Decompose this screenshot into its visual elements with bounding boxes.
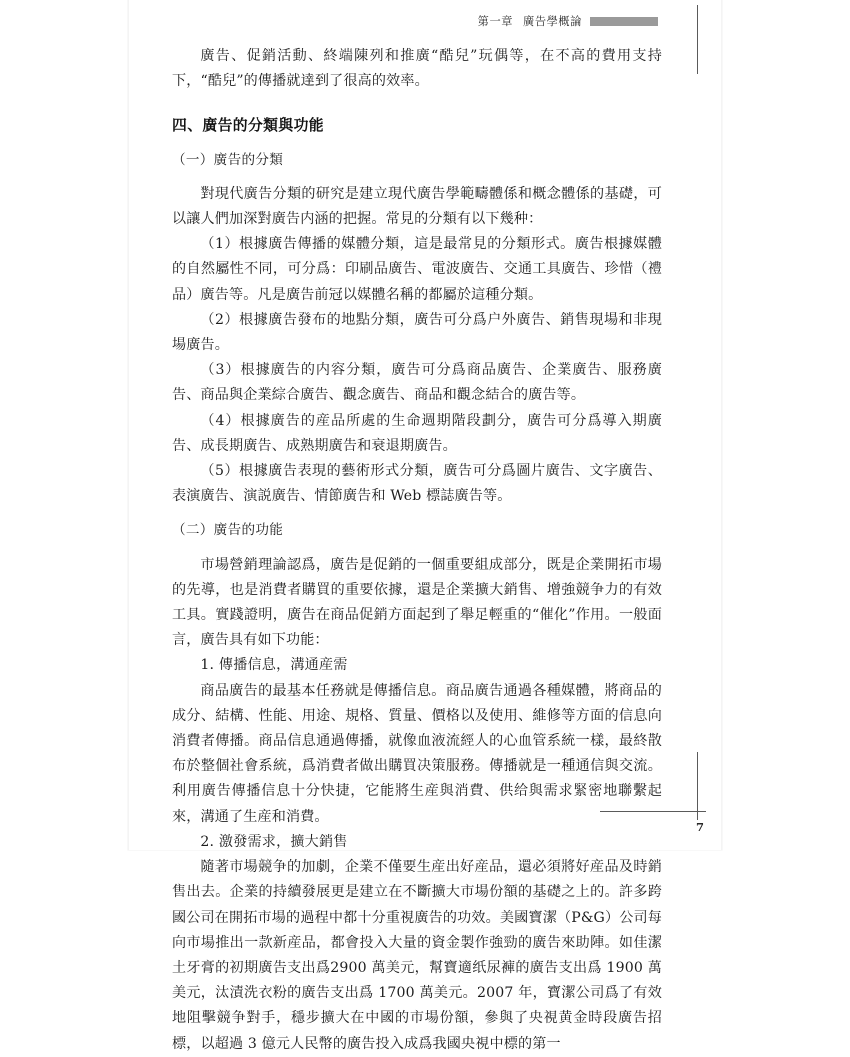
function-2-body: 隨著市場競争的加劇，企業不僅要生産出好産品，還必須將好産品及時銷售出去。企業的持續發展更是建立在不斷擴大市場份額的基礎之上的。許多跨國公司在開拓市場的過程中都十分重視廣告的功效。美國寶潔（P&G）公司每向市場推出一款新産品，都會投入大量的資金製作強勁的廣告來助陣。如佳潔土牙膏的初期廣告支出爲2900 萬美元，幫寶適纸尿褲的廣告支出爲 1900 萬美元，汰漬洗衣粉的廣告支出爲 1700 萬美元。2007 年，寶潔公司爲了有效地阻擊競争對手，穩步擴大在中國的市場份額，參與了央視黄金時段廣告招標，以超過 3 億元人民幣的廣告投入成爲我國央視中標的第一: [172, 859, 662, 1052]
paragraph-intro: 廣告、促銷活動、終端陳列和推廣“酷兒”玩偶等，在不高的費用支持下，“酷兒”的傳播就達到了很高的效率。: [172, 48, 662, 90]
list-item-3: （3）根據廣告的内容分類，廣告可分爲商品廣告、企業廣告、服務廣告、商品與企業綜合廣告、觀念廣告、商品和觀念結合的廣告等。: [172, 362, 662, 404]
running-head-title: 廣告學概論: [523, 15, 582, 28]
crop-mark-vertical-top: [697, 5, 698, 74]
list-item-5: （5）根據廣告表現的藝術形式分類，廣告可分爲圖片廣告、文字廣告、表演廣告、演説廣告、情節廣告和 Web 標誌廣告等。: [172, 463, 662, 505]
page-number: 7: [695, 820, 704, 834]
function-2-heading: 2. 激發需求，擴大銷售: [200, 833, 348, 850]
list-item-2: （2）根據廣告發布的地點分類，廣告可分爲户外廣告、銷售現場和非現場廣告。: [172, 311, 662, 354]
sub-heading-functions: （二）廣告的功能: [172, 522, 284, 539]
paragraph-functions-intro: 市場營銷理論認爲，廣告是促銷的一個重要組成部分，既是企業開拓市場的先導，也是消費者購買的重要依據，還是企業擴大銷售、增強競争力的有效工具。實踐證明，廣告在商品促銷方面起到了舉足輕重的“催化”作用。一般面言，廣告具有如下功能：: [172, 556, 662, 649]
function-1-heading: 1. 傳播信息，溝通産需: [200, 657, 348, 674]
list-item-1: （1）根據廣告傳播的媒體分類，這是最常見的分類形式。廣告根據媒體的自然屬性不同，可分爲：印刷品廣告、電波廣告、交通工具廣告、珍惜（禮品）廣告等。凡是廣告前冠以媒體名稱的都屬於這種分類。: [172, 236, 662, 303]
list-item-4: （4）根據廣告的産品所處的生命週期階段劃分，廣告可分爲導入期廣告、成長期廣告、成熟期廣告和衰退期廣告。: [172, 412, 662, 454]
running-head: [128, 13, 722, 31]
function-1-body: 商品廣告的最基本任務就是傳播信息。商品廣告通過各種媒體，將商品的成分、結構、性能、用途、規格、質量、價格以及使用、維修等方面的信息向消費者傳播。商品信息通過傳播，就像血液流經人的心血管系統一樣，最終散布於整個社會系統，爲消費者做出購買决策服務。傳播就是一種通信與交流。利用廣告傳播信息十分快捷，它能將生産與消費、供给與需求緊密地聯繫起來，溝通了生産和消費。: [172, 682, 662, 825]
text-block: [172, 44, 662, 1057]
section-heading: 四、廣告的分類與功能: [172, 117, 324, 135]
running-head-gray-bar: [590, 17, 658, 26]
running-head-text: [478, 13, 582, 29]
running-head-chapter: 第一章: [477, 15, 514, 28]
crop-mark-vertical-bottom: [697, 752, 698, 820]
paragraph-classification-intro: 對現代廣告分類的研究是建立現代廣告學範疇體係和概念體係的基礎，可以讓人們加深對廣告内涵的把握。常見的分類有以下幾种：: [172, 185, 662, 228]
page-sheet: [128, 0, 722, 1052]
sub-heading-classification: （一）廣告的分類: [172, 151, 284, 168]
